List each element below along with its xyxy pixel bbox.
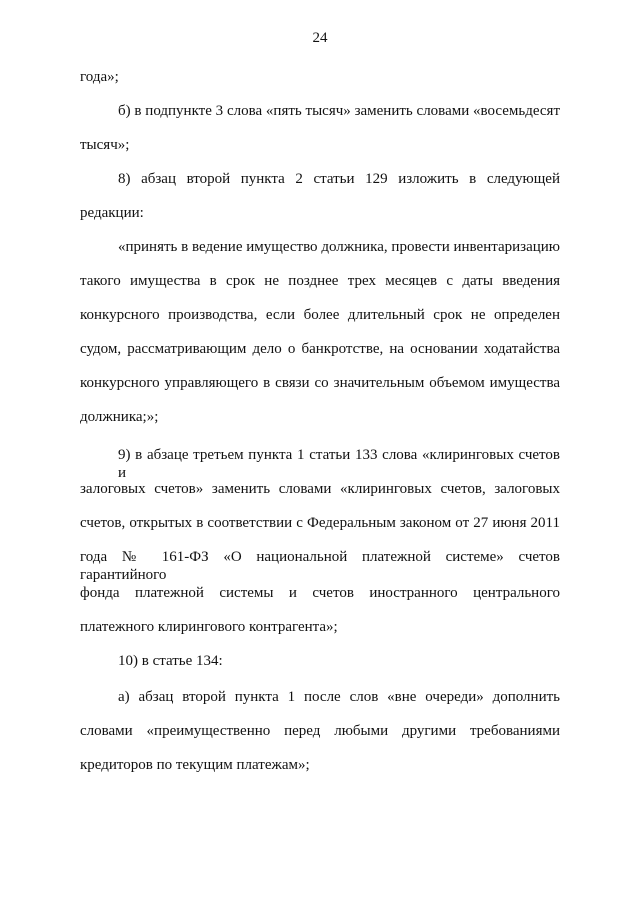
text-line: «принять в ведение имущество должника, провести инвентаризацию bbox=[118, 239, 560, 255]
text-line: а) абзац второй пункта 1 после слов «вне очереди» дополнить bbox=[118, 689, 560, 705]
text-line: должника;»; bbox=[80, 409, 159, 425]
page-number: 24 bbox=[312, 30, 328, 46]
text-line: года № 161-ФЗ «О национальной платежной системе» счетов гарантийного bbox=[80, 549, 560, 583]
text-line: фонда платежной системы и счетов иностранного центрального bbox=[80, 585, 560, 601]
text-line: платежного клирингового контрагента»; bbox=[80, 619, 338, 635]
text-line: редакции: bbox=[80, 205, 144, 221]
text-line: словами «преимущественно перед любыми другими требованиями bbox=[80, 723, 560, 739]
text-line: конкурсного управляющего в связи со значительным объемом имущества bbox=[80, 375, 560, 391]
text-line: конкурсного производства, если более длительный срок не определен bbox=[80, 307, 560, 323]
text-line: б) в подпункте 3 слова «пять тысяч» заменить словами «восемьдесят bbox=[118, 103, 560, 119]
text-line: залоговых счетов» заменить словами «клиринговых счетов, залоговых bbox=[80, 481, 560, 497]
text-line: 9) в абзаце третьем пункта 1 статьи 133 слова «клиринговых счетов и bbox=[118, 447, 560, 481]
text-line: 10) в статье 134: bbox=[118, 653, 223, 669]
text-line: кредиторов по текущим платежам»; bbox=[80, 757, 310, 773]
text-line: года»; bbox=[80, 69, 119, 85]
text-line: судом, рассматривающим дело о банкротстве, на основании ходатайства bbox=[80, 341, 560, 357]
text-line: такого имущества в срок не позднее трех месяцев с даты введения bbox=[80, 273, 560, 289]
text-line: тысяч»; bbox=[80, 137, 130, 153]
text-line: счетов, открытых в соответствии с Федеральным законом от 27 июня 2011 bbox=[80, 515, 560, 531]
text-line: 8) абзац второй пункта 2 статьи 129 изложить в следующей bbox=[118, 171, 560, 187]
